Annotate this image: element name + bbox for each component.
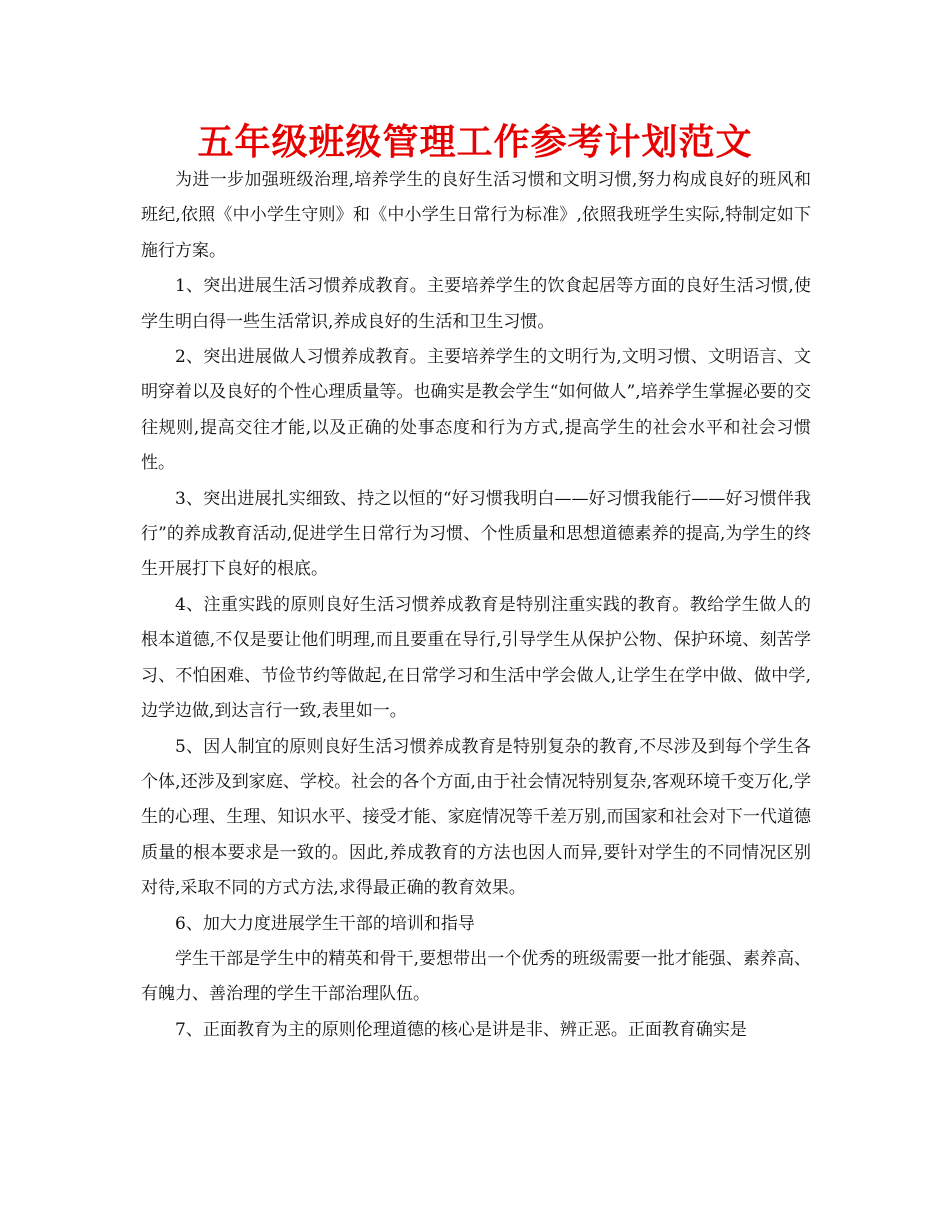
document-body [141,163,811,1048]
document-title: 五年级班级管理工作参考计划范文 [197,122,753,163]
paragraph-3: 3、突出进展扎实细致、持之以恒的“好习惯我明白——好习惯我能行——好习惯伴我行”的养成教育活动,促进学生日常行为习惯、个性质量和思想道德素养的提高,为学生的终生开展打下良好的根底。 [141,488,811,580]
paragraph-7: 7、正面教育为主的原则伦理道德的核心是讲是非、辨正恶。正面教育确实是 [175,1019,747,1040]
paragraph-2: 2、突出进展做人习惯养成教育。主要培养学生的文明行为,文明习惯、文明语言、文明穿着以及良好的个性心理质量等。也确实是教会学生“如何做人”,培养学生掌握必要的交往规则,提高交往才能,以及正确的处事态度和行为方式,提高学生的社会水平和社会习惯性。 [141,347,811,474]
paragraph-intro: 为进一步加强班级治理,培养学生的良好生活习惯和文明习惯,努力构成良好的班风和班纪,依照《中小学生守则》和《中小学生日常行为标准》,依照我班学生实际,特制定如下施行方案。 [141,170,811,261]
paragraph-6-body: 学生干部是学生中的精英和骨干,要想带出一个优秀的班级需要一批才能强、素养高、有魄力、善治理的学生干部治理队伍。 [141,948,811,1005]
paragraph-6-heading: 6、加大力度进展学生干部的培训和指导 [175,913,475,934]
paragraph-5: 5、因人制宜的原则良好生活习惯养成教育是特别复杂的教育,不尽涉及到每个学生各个体,还涉及到家庭、学校。社会的各个方面,由于社会情况特别复杂,客观环境千变万化,学生的心理、生理、知识水平、接受才能、家庭情况等千差万别,而国家和社会对下一代道德质量的根本要求是一致的。因此,养成教育的方法也因人而异,要针对学生的不同情况区别对待,采取不同的方式方法,求得最正确的教育效果。 [141,736,811,899]
paragraph-4: 4、注重实践的原则良好生活习惯养成教育是特别注重实践的教育。教给学生做人的根本道德,不仅是要让他们明理,而且要重在导行,引导学生从保护公物、保护环境、刻苦学习、不怕困难、节俭节约等做起,在日常学习和生活中学会做人,让学生在学中做、做中学,边学边做,到达言行一致,表里如一。 [141,594,811,722]
paragraph-1: 1、突出进展生活习惯养成教育。主要培养学生的饮食起居等方面的良好生活习惯,使学生明白得一些生活常识,养成良好的生活和卫生习惯。 [141,276,811,332]
